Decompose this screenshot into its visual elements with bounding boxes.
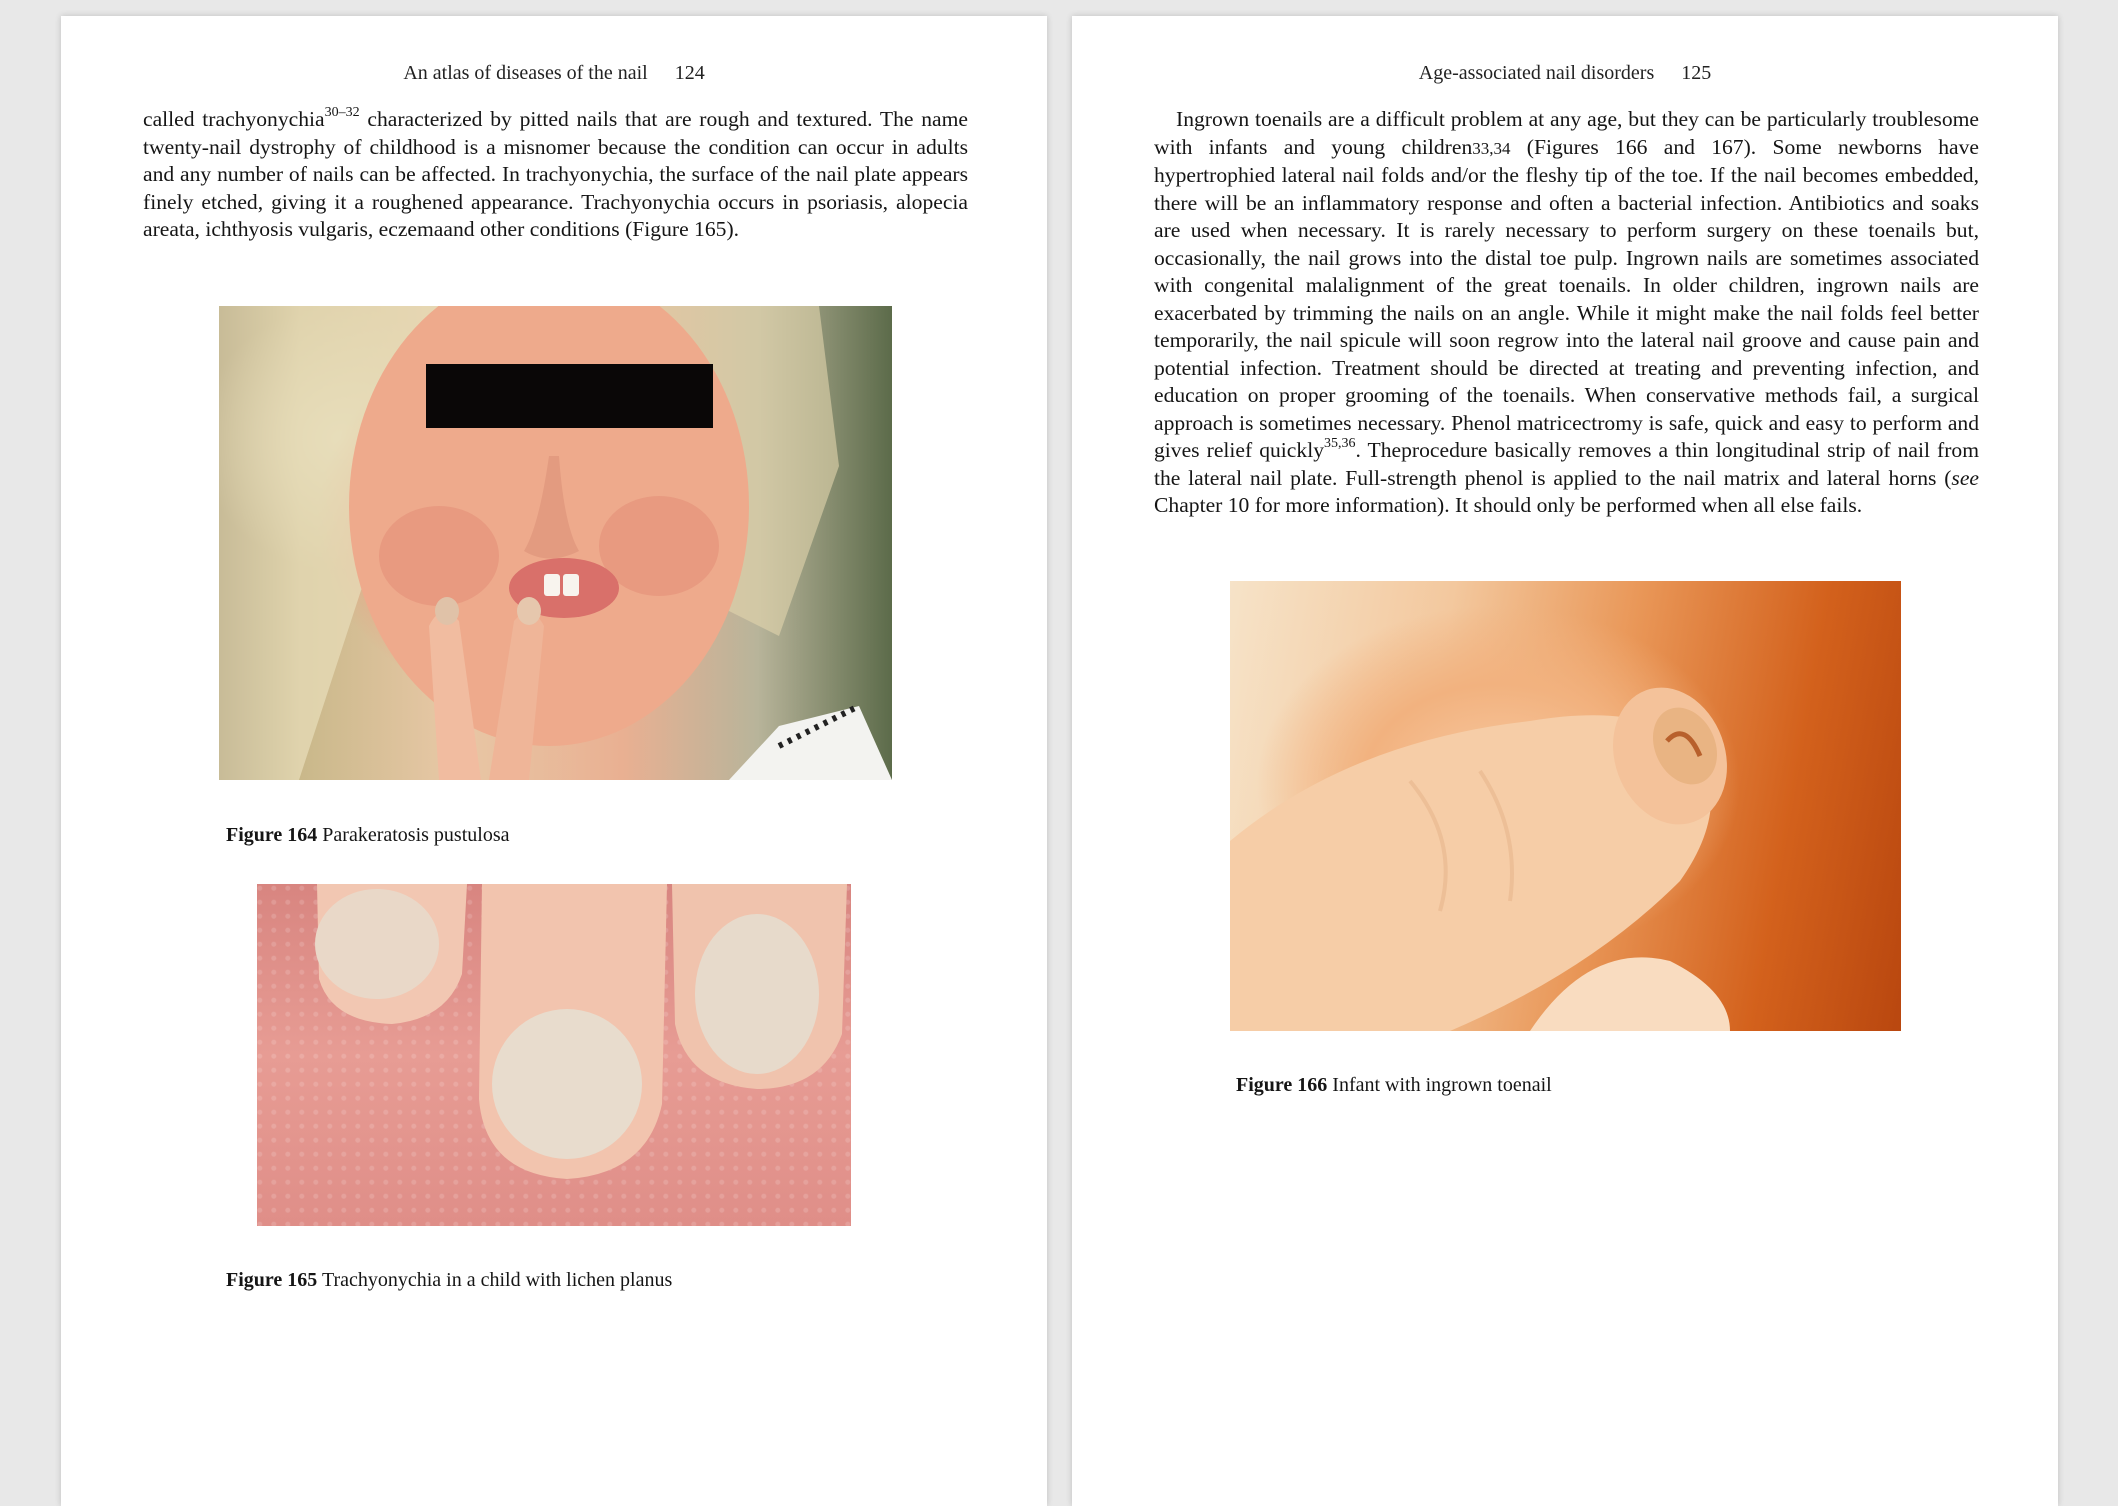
- figure-label: Figure 166: [1236, 1074, 1328, 1096]
- paragraph-text: (Figures 166 and 167). Some newborns have hypertrophied lateral nail folds and/or the fleshy tip of the toe. If the nail becomes embedded, there will be an inflammatory response and often a bacterial infection. Antibiotics and soaks are used when necessary. It is rarely necessary to perform surgery on these toenails but, occasionally, the nail grows into the distal toe pulp. Ingrown nails are sometimes associated with congenital malalignment of the great toenails. In older children, ingrown nails are exacerbated by trimming the nails on an angle. While it might make the nail folds feel better temporarily, the nail spicule will soon regrow into the lateral nail groove and cause pain and potential infection. Treatment should be directed at treating and preventing infection, and education on proper grooming of the toenails. When conservative methods fail, a surgical approach is sometimes necessary. Phenol matricectromy is safe, quick and easy to perform and gives relief quickly: [1154, 134, 1979, 462]
- figure-166-caption: [1236, 1074, 1552, 1097]
- italic-text: see: [1951, 465, 1979, 490]
- citation-reference: 33,34: [1472, 138, 1511, 158]
- body-paragraph: [1154, 106, 1979, 520]
- figure-165-photo: [257, 884, 851, 1226]
- running-head: [61, 62, 1047, 85]
- paragraph-text: Chapter 10 for more information). It should only be performed when all else fails.: [1154, 493, 1863, 517]
- figure-164-caption: [226, 824, 509, 847]
- running-head-title: Age-associated nail disorders: [1418, 62, 1655, 84]
- page-number: 124: [674, 62, 705, 84]
- running-head-title: An atlas of diseases of the nail: [403, 62, 648, 84]
- child-face-illustration: [219, 306, 892, 780]
- right-page: [1072, 16, 2058, 1506]
- running-head: [1072, 62, 2058, 85]
- figure-caption-text: Parakeratosis pustulosa: [322, 824, 510, 846]
- figure-166-photo: [1230, 581, 1901, 1031]
- paragraph-text: Ingrown toenails are a difficult problem at any age, but they can be particularly troublesome with infants and young children: [1154, 107, 1979, 159]
- figure-caption-text: Trachyonychia in a child with lichen planus: [321, 1269, 673, 1291]
- infant-toe-illustration: [1230, 581, 1901, 1031]
- citation-superscript: 30–32: [324, 104, 360, 120]
- fingernails-illustration: [257, 884, 851, 1226]
- citation-superscript: 35,36: [1324, 435, 1356, 451]
- left-page: [61, 16, 1047, 1506]
- paragraph-text: . Theprocedure basically removes a thin longitudinal strip of nail from the lateral nail plate. Full-strength phenol is applied to the nail matrix and lateral horns (: [1154, 438, 1980, 490]
- paragraph-text: characterized by pitted nails that are rough and textured. The name twenty-nail dystrophy of childhood is a misnomer because the condition can occur in adults and any number of nails can be affected. In trachyonychia, the surface of the nail plate appears finely etched, giving it a roughened appearance. Trachyonychia occurs in psoriasis, alopecia areata, ichthyosis vulgaris, eczemaand other conditions (Figure 165).: [143, 107, 968, 241]
- figure-caption-text: Infant with ingrown toenail: [1332, 1074, 1552, 1096]
- figure-label: Figure 165: [226, 1269, 318, 1291]
- figure-165-caption: [226, 1269, 672, 1292]
- figure-label: Figure 164: [226, 824, 318, 846]
- body-paragraph: [143, 106, 968, 244]
- page-number: 125: [1681, 62, 1712, 84]
- paragraph-text: called trachyonychia: [143, 107, 325, 131]
- figure-164-photo: [219, 306, 892, 780]
